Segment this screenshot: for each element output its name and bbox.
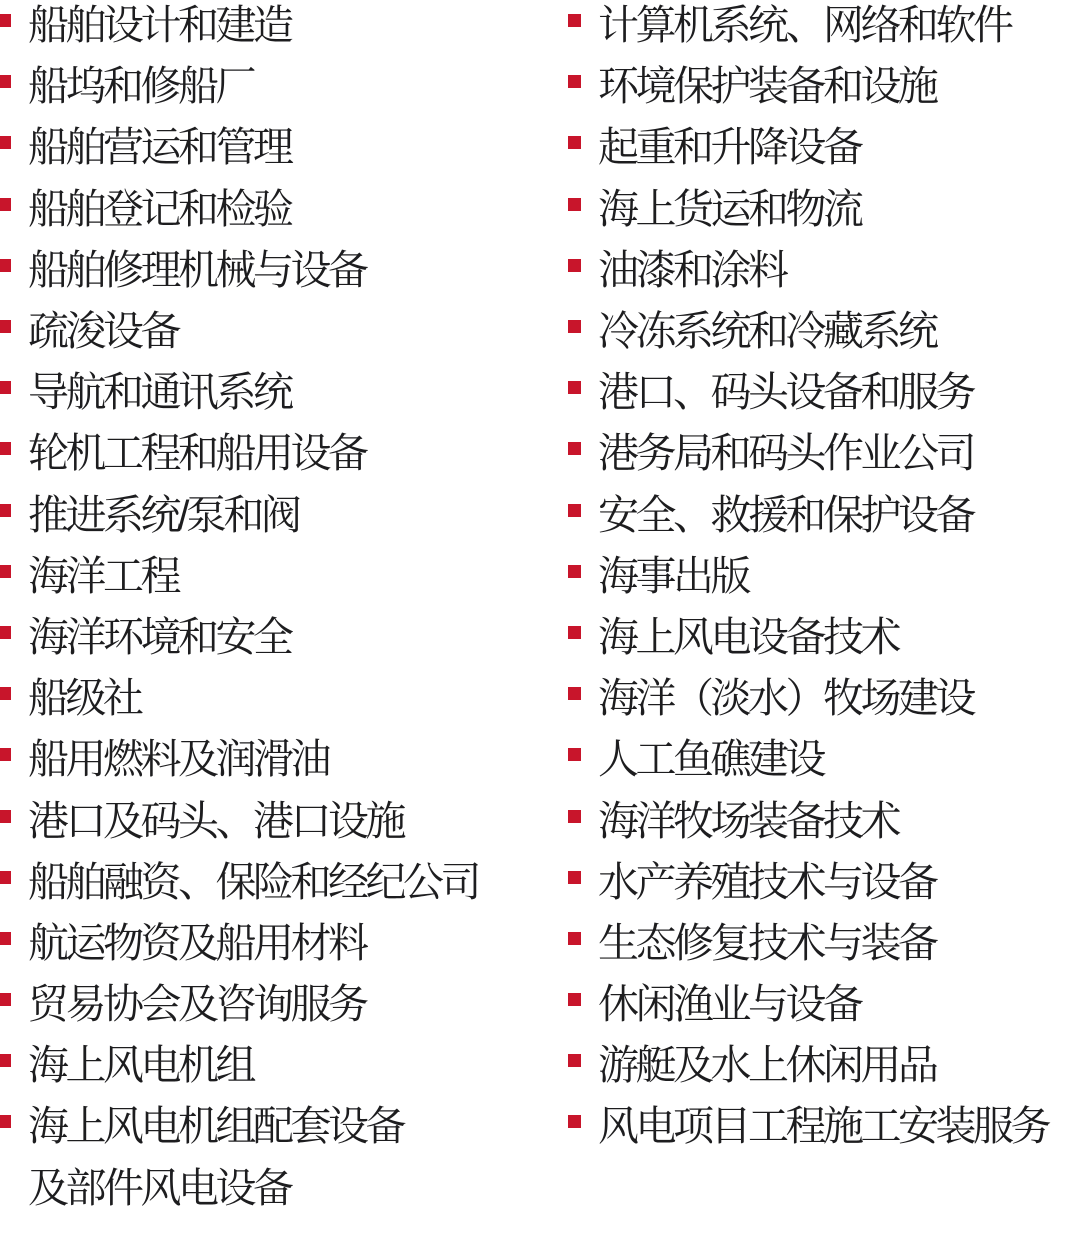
square-bullet-icon bbox=[568, 504, 581, 517]
category-item bbox=[540, 240, 1080, 301]
square-bullet-icon bbox=[568, 932, 581, 945]
category-item bbox=[540, 301, 1080, 362]
category-item bbox=[0, 240, 540, 301]
category-label: 生态修复技术与装备 bbox=[598, 919, 936, 966]
category-label: 船坞和修船厂 bbox=[28, 63, 253, 110]
category-item bbox=[0, 913, 540, 974]
square-bullet-icon bbox=[0, 687, 11, 700]
square-bullet-icon bbox=[568, 320, 581, 333]
category-label: 港口及码头、港口设施 bbox=[28, 797, 403, 844]
category-item bbox=[0, 423, 540, 484]
category-list-left bbox=[0, 0, 540, 1219]
category-item bbox=[540, 0, 1080, 56]
square-bullet-icon bbox=[0, 810, 11, 823]
category-item bbox=[0, 790, 540, 851]
category-label: 海洋工程 bbox=[28, 552, 178, 599]
square-bullet-icon bbox=[568, 687, 581, 700]
square-bullet-icon bbox=[0, 136, 11, 149]
category-label: 海洋环境和安全 bbox=[28, 613, 291, 660]
category-label: 游艇及水上休闲用品 bbox=[598, 1042, 936, 1089]
category-label: 贸易协会及咨询服务 bbox=[28, 981, 366, 1028]
category-label: 船舶修理机械与设备 bbox=[28, 246, 366, 293]
square-bullet-icon bbox=[568, 993, 581, 1006]
category-item bbox=[0, 852, 540, 913]
category-label: 船用燃料及润滑油 bbox=[28, 736, 328, 783]
category-label: 港口、码头设备和服务 bbox=[598, 369, 973, 416]
square-bullet-icon bbox=[0, 1054, 11, 1067]
square-bullet-icon bbox=[568, 748, 581, 761]
category-item bbox=[540, 117, 1080, 178]
square-bullet-icon bbox=[0, 565, 11, 578]
square-bullet-icon bbox=[568, 810, 581, 823]
category-label: 海洋（淡水）牧场建设 bbox=[598, 675, 973, 722]
square-bullet-icon bbox=[0, 932, 11, 945]
square-bullet-icon bbox=[568, 626, 581, 639]
category-item bbox=[540, 1035, 1080, 1096]
category-label: 冷冻系统和冷藏系统 bbox=[598, 308, 936, 355]
category-item bbox=[0, 668, 540, 729]
category-item bbox=[0, 485, 540, 546]
square-bullet-icon bbox=[568, 442, 581, 455]
category-item bbox=[540, 179, 1080, 240]
category-item bbox=[540, 729, 1080, 790]
category-item bbox=[540, 913, 1080, 974]
category-item bbox=[540, 1096, 1080, 1157]
square-bullet-icon bbox=[568, 14, 581, 27]
category-label: 船舶融资、保险和经纪公司 bbox=[28, 858, 478, 905]
category-label: 港务局和码头作业公司 bbox=[598, 430, 973, 477]
square-bullet-icon bbox=[0, 871, 11, 884]
category-label: 船级社 bbox=[28, 675, 141, 722]
category-label: 航运物资及船用材料 bbox=[28, 919, 366, 966]
category-list-right bbox=[540, 0, 1080, 1158]
category-item bbox=[0, 1096, 540, 1157]
square-bullet-icon bbox=[568, 565, 581, 578]
square-bullet-icon bbox=[568, 381, 581, 394]
category-item bbox=[0, 729, 540, 790]
category-label: 导航和通讯系统 bbox=[28, 369, 291, 416]
category-item bbox=[540, 974, 1080, 1035]
category-label: 环境保护装备和设施 bbox=[598, 63, 936, 110]
square-bullet-icon bbox=[0, 748, 11, 761]
category-item-continuation bbox=[0, 1158, 540, 1219]
category-column-left bbox=[0, 0, 540, 1219]
square-bullet-icon bbox=[568, 198, 581, 211]
category-label: 海洋牧场装备技术 bbox=[598, 797, 898, 844]
square-bullet-icon bbox=[0, 320, 11, 333]
square-bullet-icon bbox=[0, 1115, 11, 1128]
category-item bbox=[0, 179, 540, 240]
category-label: 计算机系统、网络和软件 bbox=[598, 2, 1011, 49]
category-item bbox=[540, 362, 1080, 423]
category-item bbox=[0, 546, 540, 607]
category-item bbox=[0, 0, 540, 56]
category-label: 推进系统/泵和阀 bbox=[28, 491, 299, 538]
category-item bbox=[0, 974, 540, 1035]
category-label: 风电项目工程施工安装服务 bbox=[598, 1103, 1048, 1150]
category-item bbox=[0, 362, 540, 423]
category-label: 船舶登记和检验 bbox=[28, 185, 291, 232]
square-bullet-icon bbox=[0, 442, 11, 455]
category-item bbox=[0, 117, 540, 178]
category-item bbox=[540, 56, 1080, 117]
category-label: 轮机工程和船用设备 bbox=[28, 430, 366, 477]
category-label: 疏浚设备 bbox=[28, 308, 178, 355]
category-label: 海上货运和物流 bbox=[598, 185, 861, 232]
square-bullet-icon bbox=[568, 136, 581, 149]
square-bullet-icon bbox=[568, 871, 581, 884]
square-bullet-icon bbox=[0, 259, 11, 272]
square-bullet-icon bbox=[0, 626, 11, 639]
category-label: 休闲渔业与设备 bbox=[598, 981, 861, 1028]
square-bullet-icon bbox=[568, 259, 581, 272]
category-label: 油漆和涂料 bbox=[598, 246, 786, 293]
category-label: 海事出版 bbox=[598, 552, 748, 599]
category-label: 船舶设计和建造 bbox=[28, 2, 291, 49]
category-item bbox=[0, 1035, 540, 1096]
category-column-right bbox=[540, 0, 1080, 1219]
category-label: 及部件风电设备 bbox=[28, 1164, 291, 1211]
category-item bbox=[0, 607, 540, 668]
square-bullet-icon bbox=[0, 381, 11, 394]
category-item bbox=[540, 790, 1080, 851]
square-bullet-icon bbox=[0, 993, 11, 1006]
square-bullet-icon bbox=[0, 14, 11, 27]
square-bullet-icon bbox=[568, 1115, 581, 1128]
category-item bbox=[540, 546, 1080, 607]
category-item bbox=[0, 301, 540, 362]
category-item bbox=[540, 668, 1080, 729]
category-label: 起重和升降设备 bbox=[598, 124, 861, 171]
category-item bbox=[540, 423, 1080, 484]
square-bullet-icon bbox=[568, 75, 581, 88]
category-label: 安全、救援和保护设备 bbox=[598, 491, 973, 538]
category-label: 海上风电机组 bbox=[28, 1042, 253, 1089]
category-item bbox=[540, 852, 1080, 913]
square-bullet-icon bbox=[568, 1054, 581, 1067]
category-label: 海上风电设备技术 bbox=[598, 613, 898, 660]
square-bullet-icon bbox=[0, 75, 11, 88]
category-label: 水产养殖技术与设备 bbox=[598, 858, 936, 905]
category-label: 人工鱼礁建设 bbox=[598, 736, 823, 783]
category-item bbox=[540, 485, 1080, 546]
category-label: 船舶营运和管理 bbox=[28, 124, 291, 171]
category-label: 海上风电机组配套设备 bbox=[28, 1103, 403, 1150]
category-item bbox=[0, 56, 540, 117]
square-bullet-icon bbox=[0, 504, 11, 517]
category-item bbox=[540, 607, 1080, 668]
square-bullet-icon bbox=[0, 198, 11, 211]
